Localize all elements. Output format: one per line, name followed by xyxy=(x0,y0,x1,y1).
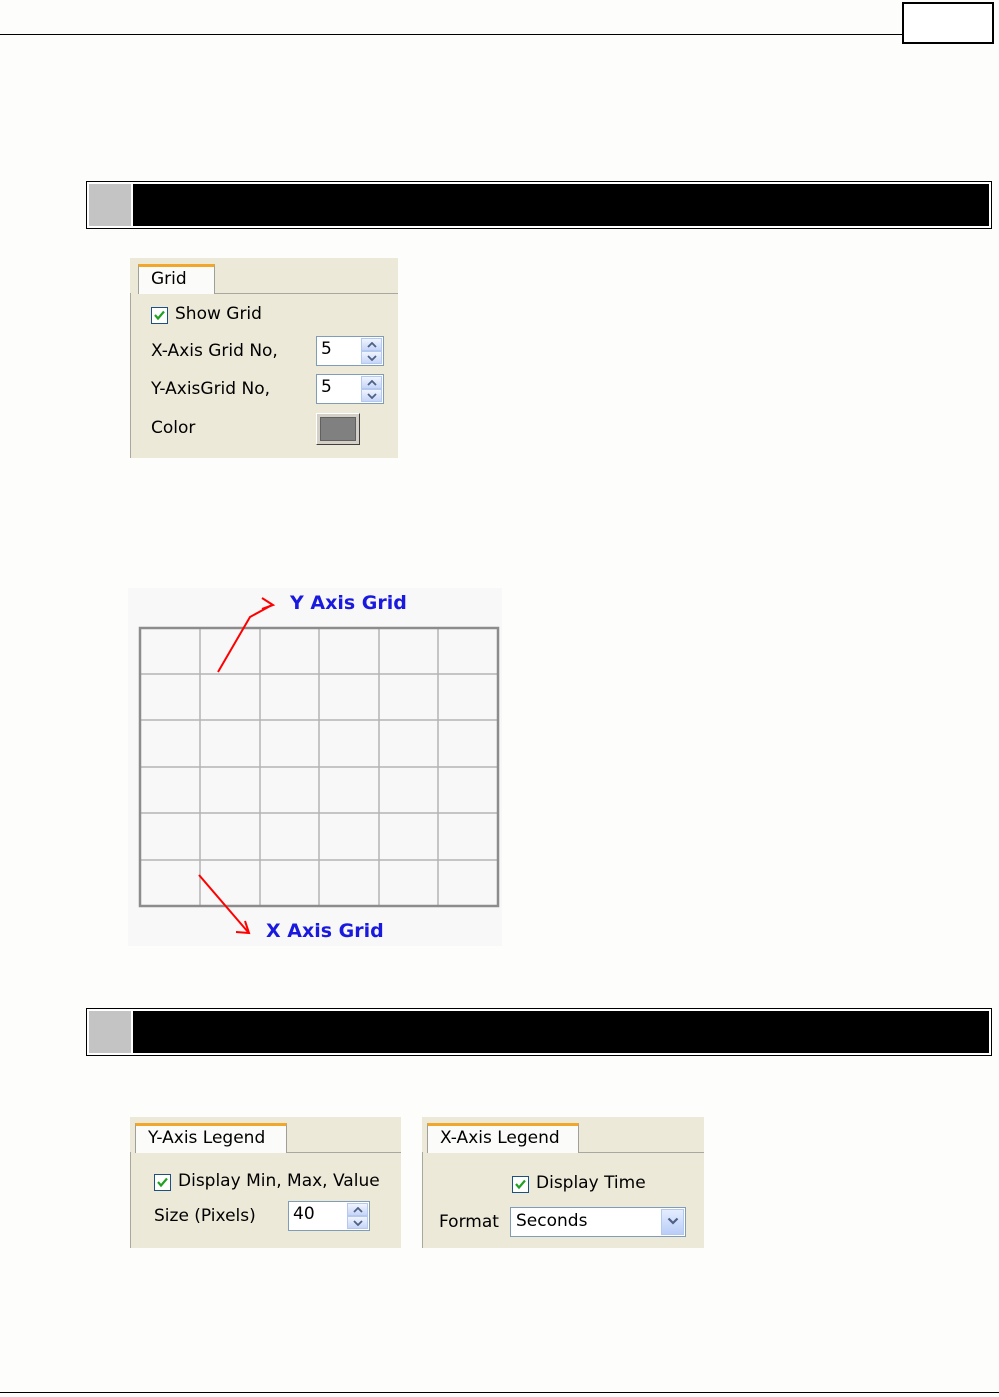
y-axis-grid-increment[interactable] xyxy=(361,376,382,389)
display-min-max-label: Display Min, Max, Value xyxy=(178,1171,380,1191)
x-axis-grid-increment[interactable] xyxy=(361,338,382,351)
display-min-max-checkbox[interactable] xyxy=(154,1174,171,1191)
arrow-down-icon xyxy=(367,355,377,361)
tab-grid-label: Grid xyxy=(151,269,187,289)
section-header-legend xyxy=(86,1008,992,1056)
show-grid-checkbox[interactable] xyxy=(151,307,168,324)
show-grid-label: Show Grid xyxy=(175,304,262,324)
y-axis-legend-panel xyxy=(130,1117,401,1248)
grid-diagram xyxy=(128,588,502,946)
x-axis-grid-decrement[interactable] xyxy=(361,351,382,364)
arrow-up-icon xyxy=(367,342,377,348)
arrow-up-icon xyxy=(353,1207,363,1213)
checkmark-icon xyxy=(514,1178,527,1191)
tab-x-axis-legend[interactable] xyxy=(427,1123,579,1153)
y-axis-grid-caption: Y Axis Grid xyxy=(290,592,407,614)
y-axis-grid-value[interactable]: 5 xyxy=(321,377,332,397)
color-label: Color xyxy=(151,418,196,438)
x-axis-grid-value[interactable]: 5 xyxy=(321,339,332,359)
section-title-bar xyxy=(133,184,989,226)
footer-rule xyxy=(0,1392,999,1393)
y-axis-grid-stepper[interactable] xyxy=(316,374,384,404)
section-title-bar xyxy=(133,1011,989,1053)
section-marker xyxy=(89,184,131,226)
size-pixels-stepper[interactable] xyxy=(288,1201,370,1231)
y-axis-grid-label: Y-AxisGrid No, xyxy=(151,379,270,399)
size-pixels-increment[interactable] xyxy=(347,1203,368,1216)
x-axis-grid-caption: X Axis Grid xyxy=(266,920,384,942)
x-axis-grid-stepper[interactable] xyxy=(316,336,384,366)
page-number-box xyxy=(902,2,994,44)
grid-color-button[interactable] xyxy=(316,413,360,445)
arrow-up-icon xyxy=(367,380,377,386)
chevron-down-icon xyxy=(667,1217,679,1225)
grid-settings-panel xyxy=(130,258,398,458)
x-axis-legend-panel xyxy=(422,1117,704,1248)
tab-y-axis-legend[interactable] xyxy=(135,1123,287,1153)
grid-color-swatch xyxy=(320,417,356,441)
section-header-grid xyxy=(86,181,992,229)
checkmark-icon xyxy=(156,1176,169,1189)
arrow-down-icon xyxy=(367,393,377,399)
section-marker xyxy=(89,1011,131,1053)
format-dropdown-button[interactable] xyxy=(661,1209,684,1235)
x-axis-grid-label: X-Axis Grid No, xyxy=(151,341,278,361)
size-pixels-label: Size (Pixels) xyxy=(154,1206,256,1226)
tab-y-axis-legend-label: Y-Axis Legend xyxy=(148,1128,266,1148)
format-select[interactable] xyxy=(510,1207,686,1237)
size-pixels-value[interactable]: 40 xyxy=(293,1204,315,1224)
header-rule xyxy=(0,34,902,35)
tab-x-axis-legend-label: X-Axis Legend xyxy=(440,1128,560,1148)
checkmark-icon xyxy=(153,309,166,322)
y-axis-grid-decrement[interactable] xyxy=(361,389,382,402)
display-time-label: Display Time xyxy=(536,1173,646,1193)
format-select-value: Seconds xyxy=(516,1211,588,1231)
display-time-checkbox[interactable] xyxy=(512,1176,529,1193)
tab-grid[interactable] xyxy=(138,264,215,294)
x-axis-arrow xyxy=(199,875,249,933)
size-pixels-decrement[interactable] xyxy=(347,1216,368,1229)
format-label: Format xyxy=(439,1212,499,1232)
grid-illustration xyxy=(128,588,502,946)
arrow-down-icon xyxy=(353,1220,363,1226)
y-axis-arrow xyxy=(218,598,273,672)
